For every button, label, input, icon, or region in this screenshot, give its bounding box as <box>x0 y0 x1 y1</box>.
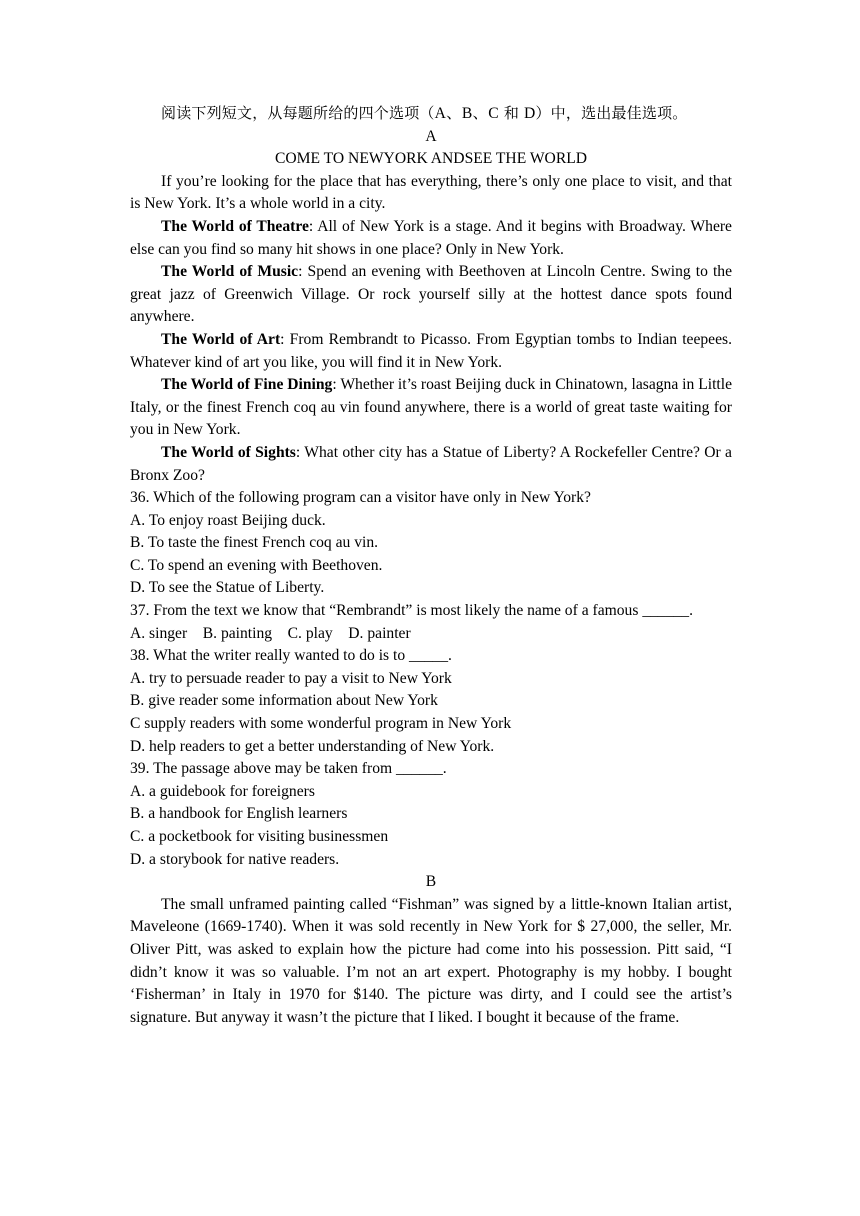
section-heading: The World of Theatre <box>161 217 309 235</box>
section-theatre <box>130 216 732 261</box>
question-39-option-d: D. a storybook for native readers. <box>130 850 340 868</box>
section-heading: The World of Music <box>161 263 299 281</box>
question-39-option-a: A. a guidebook for foreigners <box>130 782 315 800</box>
passage-b-label: B <box>425 873 437 891</box>
question-38-option-b: B. give reader some information about New York <box>130 692 438 710</box>
section-art <box>130 329 732 374</box>
question-36-option-b: B. To taste the finest French coq au vin. <box>130 534 379 552</box>
question-37-options: A. singer B. painting C. play D. painter <box>130 624 411 642</box>
instruction-and: 和 <box>503 104 520 122</box>
question-38-option-a: A. try to persuade reader to pay a visit to New York <box>130 669 452 687</box>
question-38-option-c: C supply readers with some wonderful program in New York <box>130 715 512 733</box>
question-36-option-c: C. To spend an evening with Beethoven. <box>130 556 383 574</box>
question-36-option-a: A. To enjoy roast Beijing duck. <box>130 511 326 529</box>
passage-a-label: A <box>425 127 437 145</box>
section-dining <box>130 374 732 442</box>
question-39-option-c: C. a pocketbook for visiting businessmen <box>130 828 389 845</box>
instruction-text-start: 阅读下列短文，从每题所给的四个选项（ <box>161 104 435 122</box>
question-37-stem: 37. From the text we know that “Rembrandt” is most likely the name of a famous ______. <box>130 602 693 620</box>
section-heading: The World of Fine Dining <box>161 376 333 394</box>
section-text: : What other city has a Statue of Liberty? A Rockefeller Centre? Or a Bronx Zoo? <box>130 443 732 484</box>
passage-b-paragraph: The small unframed painting called “Fishman” was signed by a little-known Italian artist, Maveleone (1669-1740). When it was sold recently in New York for $ 27,000, the seller, Mr. Oliver Pitt, was asked to explain how the picture had come into his possession. Pitt said, “I didn’t know it was so valuable. I’m not an art expert. Photography is my hobby. I bought ‘Fisherman’ in Italy in 1970 for $140. The picture was dirty, and I could see the artist’s signature. But anyway it wasn’t the picture that I liked. I bought it because of the frame. <box>130 895 732 1026</box>
passage-a-title: COME TO NEWYORK ANDSEE THE WORLD <box>274 150 588 168</box>
section-text: : Whether it’s roast Beijing duck in Chinatown, lasagna in Little Italy, or the finest French coq au vin found anywhere, there is a world of great taste waiting for you in New York. <box>130 376 732 439</box>
instruction-text-end: ）中，选出最佳选项。 <box>535 104 688 122</box>
section-heading: The World of Sights <box>161 443 296 461</box>
section-text: : All of New York is a stage. And it begins with Broadway. Where else can you find so many hit shows in one place? Only in New York. <box>130 217 732 258</box>
section-sights <box>130 442 732 487</box>
instruction-letters: A、B、C <box>434 105 499 122</box>
instruction-line <box>130 102 732 126</box>
question-38-option-d: D. help readers to get a better understanding of New York. <box>130 737 495 755</box>
section-music <box>130 261 732 329</box>
section-text: : From Rembrandt to Picasso. From Egyptian tombs to Indian teepees. Whatever kind of art you like, you will find it in New York. <box>130 330 732 371</box>
section-heading: The World of Art <box>161 330 281 348</box>
question-39-stem: 39. The passage above may be taken from ______. <box>130 760 447 778</box>
passage-a-intro: If you’re looking for the place that has everything, there’s only one place to visit, and that is New York. It’s a whole world in a city. <box>130 172 732 213</box>
question-39-option-b: B. a handbook for English learners <box>130 805 348 823</box>
section-text: : Spend an evening with Beethoven at Lincoln Centre. Swing to the great jazz of Greenwich Village. Or rock yourself silly at the hottest dance spots found anywhere. <box>130 263 732 326</box>
question-38-stem: 38. What the writer really wanted to do is to _____. <box>130 647 452 665</box>
document-page <box>130 102 732 1029</box>
instruction-letter-d: D <box>524 105 536 122</box>
question-36-option-d: D. To see the Statue of Liberty. <box>130 579 325 597</box>
question-36-stem: 36. Which of the following program can a visitor have only in New York? <box>130 489 591 507</box>
